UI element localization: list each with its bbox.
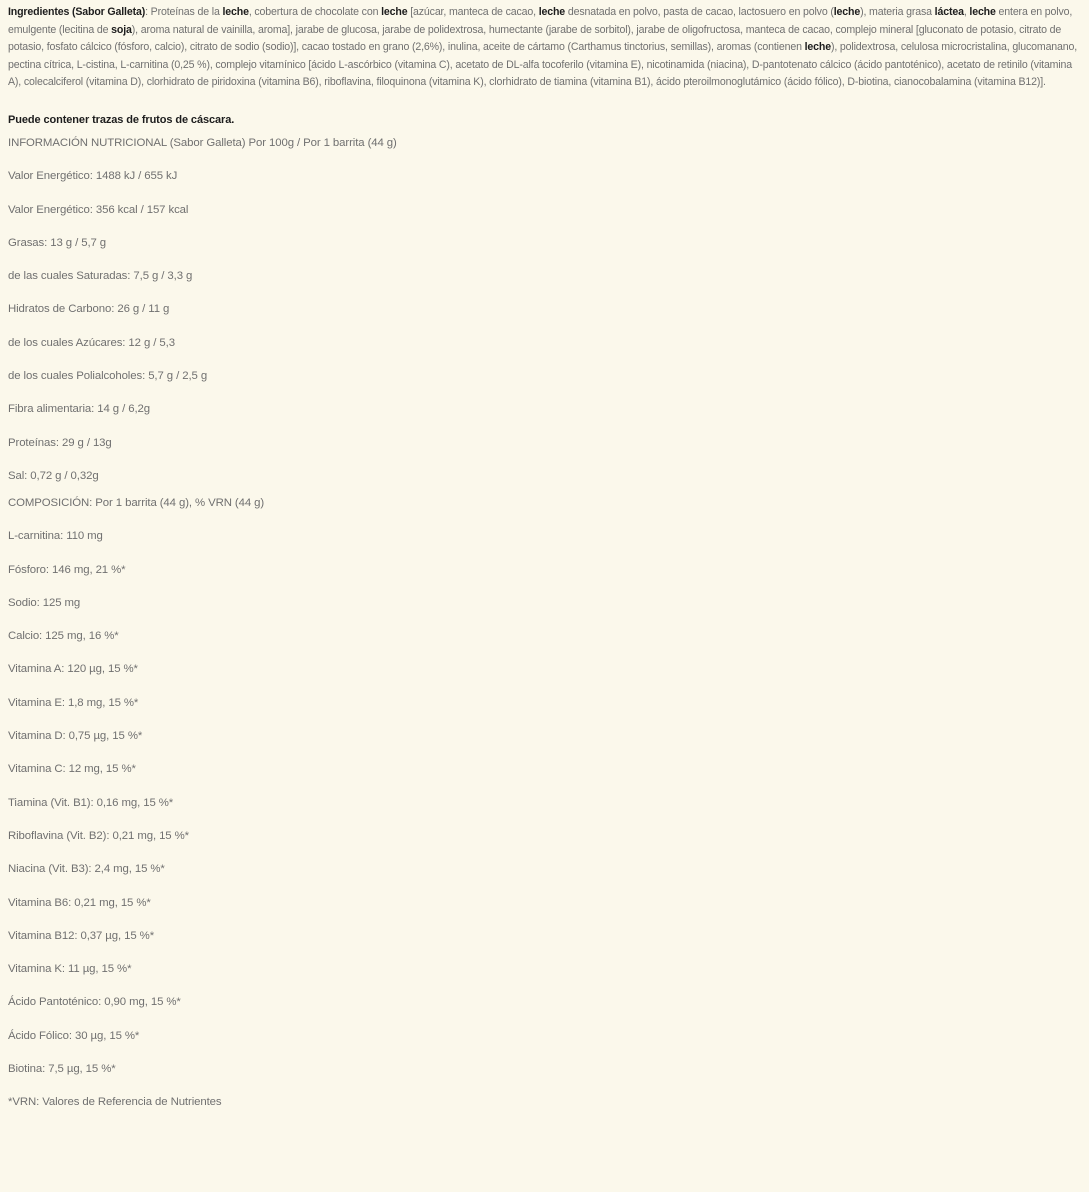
nutrition-line: Vitamina K: 11 µg, 15 %* bbox=[8, 963, 132, 976]
nutrition-line: Vitamina C: 12 mg, 15 %* bbox=[8, 763, 136, 776]
nutrition-line: de las cuales Saturadas: 7,5 g / 3,3 g bbox=[8, 270, 193, 283]
nutrition-line: Ácido Pantoténico: 0,90 mg, 15 %* bbox=[8, 996, 181, 1009]
nutrition-line: Sal: 0,72 g / 0,32g bbox=[8, 469, 99, 482]
nutrition-line: Vitamina A: 120 µg, 15 %* bbox=[8, 663, 138, 676]
nutrition-line: Ácido Fólico: 30 µg, 15 %* bbox=[8, 1029, 140, 1042]
nutrition-list bbox=[8, 137, 1083, 1108]
nutrition-line: Valor Energético: 356 kcal / 157 kcal bbox=[8, 203, 189, 216]
nutrition-line: Grasas: 13 g / 5,7 g bbox=[8, 236, 107, 249]
ingredient-text: ), aroma natural de vainilla, aroma], jarabe de glucosa, jarabe de polidextrosa, humectante (jarabe de sorbitol), jarabe de oligofructosa, manteca de cacao, complejo mineral [gluconato de potasio, citrato de potasio, fosfato cálcico (fósforo, calcio), citrato de sodio (sodio)], cacao tostado en grano (2,6%), inulina, aceite de cártamo (Carthamus tinctorius, semillas), aromas (contienen bbox=[8, 23, 1062, 54]
nutrition-line: Hidratos de Carbono: 26 g / 11 g bbox=[8, 303, 170, 316]
allergen-highlight: láctea bbox=[934, 6, 964, 18]
nutrition-line: Fibra alimentaria: 14 g / 6,2g bbox=[8, 403, 150, 416]
nutrition-line: INFORMACIÓN NUTRICIONAL (Sabor Galleta) Por 100g / Por 1 barrita (44 g) bbox=[8, 136, 397, 149]
nutrition-line: Niacina (Vit. B3): 2,4 mg, 15 %* bbox=[8, 863, 165, 876]
nutrition-line: Vitamina B6: 0,21 mg, 15 %* bbox=[8, 896, 151, 909]
ingredients-paragraph bbox=[8, 4, 1083, 92]
nutrition-line: de los cuales Azúcares: 12 g / 5,3 bbox=[8, 336, 175, 349]
nutrition-line: Vitamina B12: 0,37 µg, 15 %* bbox=[8, 929, 155, 942]
ingredient-text: , cobertura de chocolate con bbox=[248, 6, 382, 18]
ingredient-text: , bbox=[963, 6, 970, 18]
ingredient-text: [azúcar, manteca de cacao, bbox=[407, 6, 539, 18]
allergen-highlight: leche bbox=[833, 6, 861, 18]
nutrition-line: de los cuales Polialcoholes: 5,7 g / 2,5 g bbox=[8, 370, 208, 383]
ingredient-text: entera en polvo, emulgente (lecitina de bbox=[8, 6, 1073, 36]
ingredient-text: : Proteínas de la bbox=[145, 6, 223, 18]
allergen-highlight: leche bbox=[804, 41, 831, 54]
allergen-highlight: soja bbox=[111, 23, 132, 36]
allergen-traces-note: Puede contener trazas de frutos de cáscara. bbox=[8, 113, 235, 126]
nutrition-line: Vitamina E: 1,8 mg, 15 %* bbox=[8, 696, 139, 709]
nutrition-line: Vitamina D: 0,75 µg, 15 %* bbox=[8, 730, 143, 743]
nutrition-line: COMPOSICIÓN: Por 1 barrita (44 g), % VRN (44 g) bbox=[8, 496, 265, 509]
nutrition-line: Biotina: 7,5 µg, 15 %* bbox=[8, 1062, 116, 1075]
nutrition-line: Calcio: 125 mg, 16 %* bbox=[8, 630, 119, 643]
allergen-highlight: leche bbox=[381, 6, 408, 18]
allergen-highlight: leche bbox=[222, 6, 249, 18]
ingredient-text: desnatada en polvo, pasta de cacao, lactosuero en polvo ( bbox=[565, 6, 834, 18]
nutrition-line: Tiamina (Vit. B1): 0,16 mg, 15 %* bbox=[8, 796, 174, 809]
allergen-highlight: leche bbox=[538, 6, 566, 18]
nutrition-line: *VRN: Valores de Referencia de Nutrientes bbox=[8, 1096, 222, 1109]
ingredient-text: ), materia grasa bbox=[860, 6, 935, 18]
nutrition-line: Sodio: 125 mg bbox=[8, 596, 81, 609]
nutrition-line: Riboflavina (Vit. B2): 0,21 mg, 15 %* bbox=[8, 829, 189, 842]
nutrition-line: Proteínas: 29 g / 13g bbox=[8, 436, 112, 449]
allergen-highlight: leche bbox=[969, 6, 996, 18]
nutrition-line: Valor Energético: 1488 kJ / 655 kJ bbox=[8, 170, 178, 183]
ingredient-text: ), polidextrosa, celulosa microcristalina, glucomanano, pectina cítrica, L-cistina, L-carnitina (0,25 %), complejo vitamínico [ácido L-ascórbico (vitamina C), acetato de DL-alfa tocoferilo (vitamina E), nicotinamida (niacina), D-pantotenato cálcico (ácido pantoténico), acetato de retinilo (vitamina A), colecalciferol (vitamina D), clorhidrato de piridoxina (vitamina B6), riboflavina, filoquinona (vitamina K), clorhidrato de tiamina (vitamina B1), ácido pteroilmonoglutámico (ácido fólico), D-biotina, cianocobalamina (vitamina B12)]. bbox=[8, 41, 1078, 89]
nutrition-line: L-carnitina: 110 mg bbox=[8, 530, 103, 543]
allergen-highlight: Ingredientes (Sabor Galleta) bbox=[8, 6, 146, 18]
nutrition-line: Fósforo: 146 mg, 21 %* bbox=[8, 563, 126, 576]
